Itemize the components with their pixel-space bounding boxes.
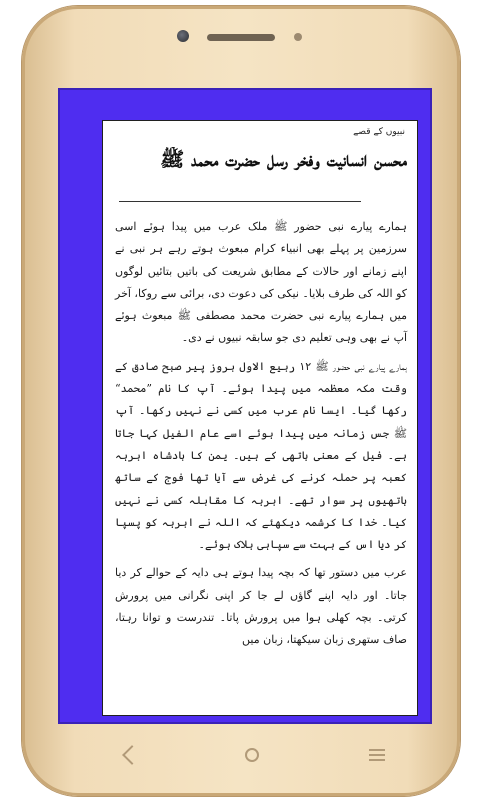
page-body xyxy=(115,216,407,658)
running-header: نبیوں کے قصے xyxy=(353,127,405,137)
phone-frame xyxy=(22,6,460,796)
book-page[interactable] xyxy=(102,120,418,716)
home-circle-icon xyxy=(245,748,259,762)
recent-apps-button[interactable] xyxy=(366,744,388,766)
app-screen[interactable] xyxy=(58,88,432,724)
home-button[interactable] xyxy=(241,744,263,766)
page-title: محسن انسانیت وفخر رسل حضرت محمد ﷺ xyxy=(160,147,407,171)
recent-apps-icon xyxy=(369,749,385,761)
earpiece-speaker xyxy=(207,34,275,41)
back-button[interactable] xyxy=(118,744,140,766)
back-arrow-icon xyxy=(122,745,142,765)
paragraph: ہمارے پیارے نبی حضور ﷺ ۱۲ ربیع الاول بروز پیر صبح صادق کے وقت مکہ معظمہ میں پیدا ہوئے۔ آپ کا نام ”محمد“ رکھا گیا۔ ایسا نام عرب میں کسی نے نہیں رکھا۔ آپ ﷺ جس زمانہ میں پیدا ہوئے اسے عام الفیل کہا جاتا ہے۔ فیل کے معنی ہاتھی کے ہیں۔ یمن کا بادشاہ ابرہہ کعبہ پر حملہ کرنے کی غرض سے آیا تھا فوج کے ساتھ ہاتھیوں پر سوار تھے۔ ابرہہ کا مقابلہ کسی نے نہیں کیا۔ خدا کا کرشمہ دیکھئے کہ اللہ نے ابرہہ کو پسپا کر دیا اس کے بہت سے سپاہی ہلاک ہوئے۔ xyxy=(115,359,407,552)
paragraph: ہمارے پیارے نبی حضور ﷺ ملک عرب میں پیدا ہوئے اسی سرزمین پر پہلے بھی انبیاء کرام مبعوث ہوتے رہے ہر نبی نے اپنے زمانے اور حالات کے مطابق شریعت کی باتیں بتائیں لوگوں کو اللہ کی طرف بلایا۔ نیکی کی دعوت دی، برائی سے روکا، آخر میں ہمارے پیارے نبی حضرت محمد مصطفی ﷺ مبعوث ہوئے آپ نے بھی وہی تعلیم دی جو سابقہ نبیوں نے دی۔ xyxy=(115,220,407,345)
paragraph: عرب میں دستور تھا کہ بچہ پیدا ہوتے ہی دایہ کے حوالے کر دیا جاتا۔ اور دایہ اپنے گاؤں لے جا کر اپنی نگرانی میں پرورش کرتی۔ بچہ کھلی ہوا میں پرورش پاتا۔ تندرست و توانا رہتا، صاف ستھری زبان سیکھتا، زبان میں xyxy=(115,566,407,647)
front-camera-icon xyxy=(177,30,189,42)
proximity-sensor xyxy=(294,33,302,41)
title-underline xyxy=(119,201,361,202)
